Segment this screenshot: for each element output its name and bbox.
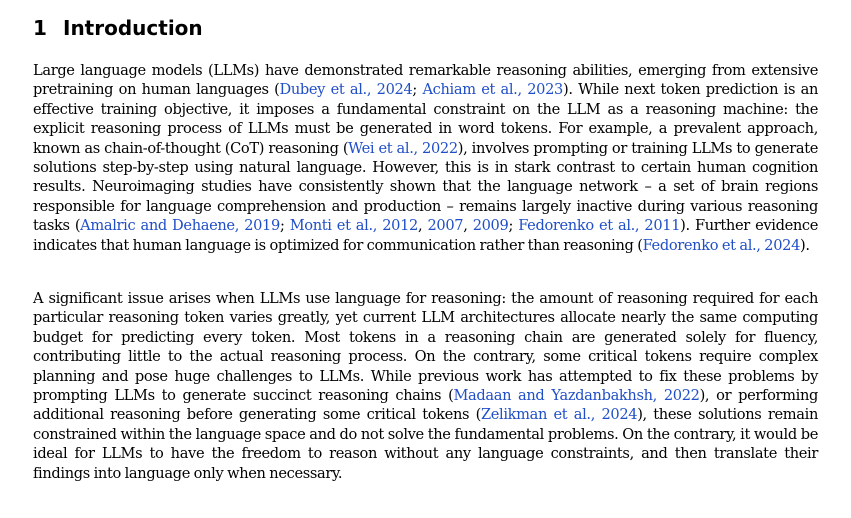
citation-link[interactable]: Dubey et al., 2024 xyxy=(279,81,413,99)
paragraph-text: ), or performing additional reasoning before generating some critical tokens ( xyxy=(33,387,818,424)
citation-link[interactable]: Wei et al., 2022 xyxy=(348,139,458,157)
citation-separator: , xyxy=(463,217,473,235)
paragraph-text: ), these solutions remain constrained within the language space and do not solve the fundamental problems. On the contrary, it would be ideal for LLMs to have the freedom to reason without any language constraints, and then translate their findings into language only when necessary. xyxy=(33,406,818,482)
citation-separator: , xyxy=(417,217,428,235)
citation-link[interactable]: Achiam et al., 2023 xyxy=(422,81,563,99)
paragraph-text: ), involves prompting or training LLMs to generate solutions step-by-step using natural language. However, this is in stark contrast to certain human cognition results. Neuroimaging studies have consistently shown that the language network – a set of brain regions responsible for language comprehension and production – remains largely inactive during various reasoning tasks ( xyxy=(33,139,818,235)
citation-separator: ; xyxy=(508,217,519,235)
paragraph-1 xyxy=(33,61,818,255)
paragraph-text: A significant issue arises when LLMs use language for reasoning: the amount of reasoning required for each particular reasoning token varies greatly, yet current LLM architectures allocate nearly the same computing budget for predicting every token. Most tokens in a reasoning chain are generated solely for fluency, contributing little to the actual reasoning process. On the contrary, some critical tokens require complex planning and pose huge challenges to LLMs. While previous work has attempted to fix these problems by prompting LLMs to generate succinct reasoning chains ( xyxy=(33,290,818,405)
paragraph-2 xyxy=(33,289,818,483)
citation-separator: ; xyxy=(279,217,290,235)
citation-link[interactable]: Monti et al., 2012 xyxy=(289,217,418,235)
citation-link[interactable]: Madaan and Yazdanbakhsh, 2022 xyxy=(453,387,700,405)
citation-link[interactable]: Fedorenko et al., 2024 xyxy=(642,236,801,254)
paragraph-text: ). Further evidence indicates that human language is optimized for communication rather than reasoning ( xyxy=(33,217,819,254)
citation-link[interactable]: Fedorenko et al., 2011 xyxy=(518,217,681,235)
section-heading xyxy=(33,16,203,40)
section-number: 1 xyxy=(33,16,47,40)
citation-link[interactable]: 2009 xyxy=(472,217,509,235)
paragraph-text: ). While next token prediction is an effective training objective, it imposes a fundamental constraint on the LLM as a reasoning machine: the explicit reasoning process of LLMs must be generated in word tokens. For example, a prevalent approach, known as chain-of-thought (CoT) reasoning ( xyxy=(33,81,819,157)
citation-separator: ; xyxy=(412,81,423,99)
citation-link[interactable]: Amalric and Dehaene, 2019 xyxy=(80,217,280,235)
section-title: Introduction xyxy=(63,16,203,40)
paragraph-text: Large language models (LLMs) have demonstrated remarkable reasoning abilities, emerging from extensive pretraining on human languages ( xyxy=(33,62,818,99)
citation-link[interactable]: 2007 xyxy=(427,217,464,235)
paragraph-text: ). xyxy=(800,236,810,254)
citation-link[interactable]: Zelikman et al., 2024 xyxy=(480,406,638,424)
